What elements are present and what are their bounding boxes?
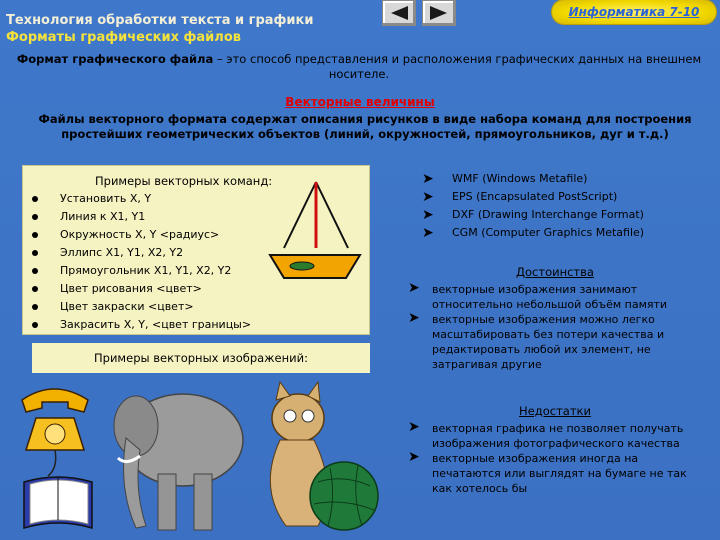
- list-item: ➤ WMF (Windows Metafile): [422, 171, 588, 187]
- arrow-bullet-icon: ➤: [408, 280, 420, 296]
- list-item: Закрасить X, Y, <цвет границы>: [32, 316, 251, 334]
- book-icon: [24, 477, 92, 528]
- vector-section-title: Векторные величины: [285, 95, 435, 109]
- list-item: ➤ DXF (Drawing Interchange Format): [422, 207, 644, 223]
- list-item: ➤ EPS (Encapsulated PostScript): [422, 189, 618, 205]
- formats-list: [422, 170, 644, 242]
- triangle-left-icon: [388, 5, 410, 21]
- images-caption: Примеры векторных изображений:: [32, 343, 370, 373]
- list-item: Окружность X, Y <радиус>: [32, 226, 251, 244]
- informatics-link-button[interactable]: [552, 0, 716, 24]
- list-item: Установить X, Y: [32, 190, 251, 208]
- telephone-icon: [22, 389, 88, 476]
- arrow-bullet-icon: ➤: [422, 171, 434, 187]
- list-item: ➤ векторные изображения можно легко масштабировать без потери качества и редактировать любой их элемент, не затрагивая другие: [408, 310, 665, 371]
- list-item: ➤ векторные изображения иногда на печатаются или выглядят на бумаге не так как хотелось бы: [408, 449, 687, 495]
- list-item: Цвет рисования <цвет>: [32, 280, 251, 298]
- list-item: ➤ векторные изображения занимают относительно небольшой объём памяти: [408, 280, 668, 311]
- vector-intro: Файлы векторного формата содержат описания рисунков в виде набора команд для построения простейших геометрических объектов (линий, окружностей, прямоугольников, дуг и т.д.): [38, 112, 692, 141]
- arrow-bullet-icon: ➤: [408, 419, 420, 435]
- cat-with-globe-icon: [270, 382, 378, 530]
- arrow-bullet-icon: ➤: [422, 189, 434, 205]
- elephant-icon: [114, 394, 243, 530]
- slide-title: Технология обработки текста и графики: [6, 13, 314, 28]
- list-item: Эллипс X1, Y1, X2, Y2: [32, 244, 251, 262]
- definition-text: – это способ представления и расположения графических данных на внешнем носителе.: [213, 52, 702, 81]
- back-button[interactable]: [382, 0, 416, 26]
- commands-list: [32, 190, 251, 334]
- disadvantages-title: Недостатки: [519, 404, 591, 418]
- commands-title: Примеры векторных команд:: [95, 174, 273, 188]
- boat-vector-drawing: [268, 180, 364, 280]
- advantages-list: [408, 282, 708, 372]
- arrow-bullet-icon: ➤: [408, 310, 420, 326]
- vector-images-illustration: [18, 378, 396, 538]
- list-item: Цвет закраски <цвет>: [32, 298, 251, 316]
- slide-subtitle: Форматы графических файлов: [6, 30, 241, 45]
- definition: [14, 52, 704, 82]
- list-item: ➤ CGM (Computer Graphics Metafile): [422, 225, 645, 241]
- list-item: ➤ векторная графика не позволяет получать изображения фотографического качества: [408, 419, 684, 450]
- advantages-title: Достоинства: [516, 265, 594, 279]
- definition-term: Формат графического файла: [16, 52, 214, 66]
- list-item: Линия к X1, Y1: [32, 208, 251, 226]
- forward-button[interactable]: [422, 0, 456, 26]
- informatics-link-label: Информатика 7-10: [568, 5, 700, 19]
- disadvantages-list: [408, 421, 708, 496]
- list-item: Прямоугольник X1, Y1, X2, Y2: [32, 262, 251, 280]
- triangle-right-icon: [428, 5, 450, 21]
- arrow-bullet-icon: ➤: [408, 449, 420, 465]
- arrow-bullet-icon: ➤: [422, 207, 434, 223]
- arrow-bullet-icon: ➤: [422, 225, 434, 241]
